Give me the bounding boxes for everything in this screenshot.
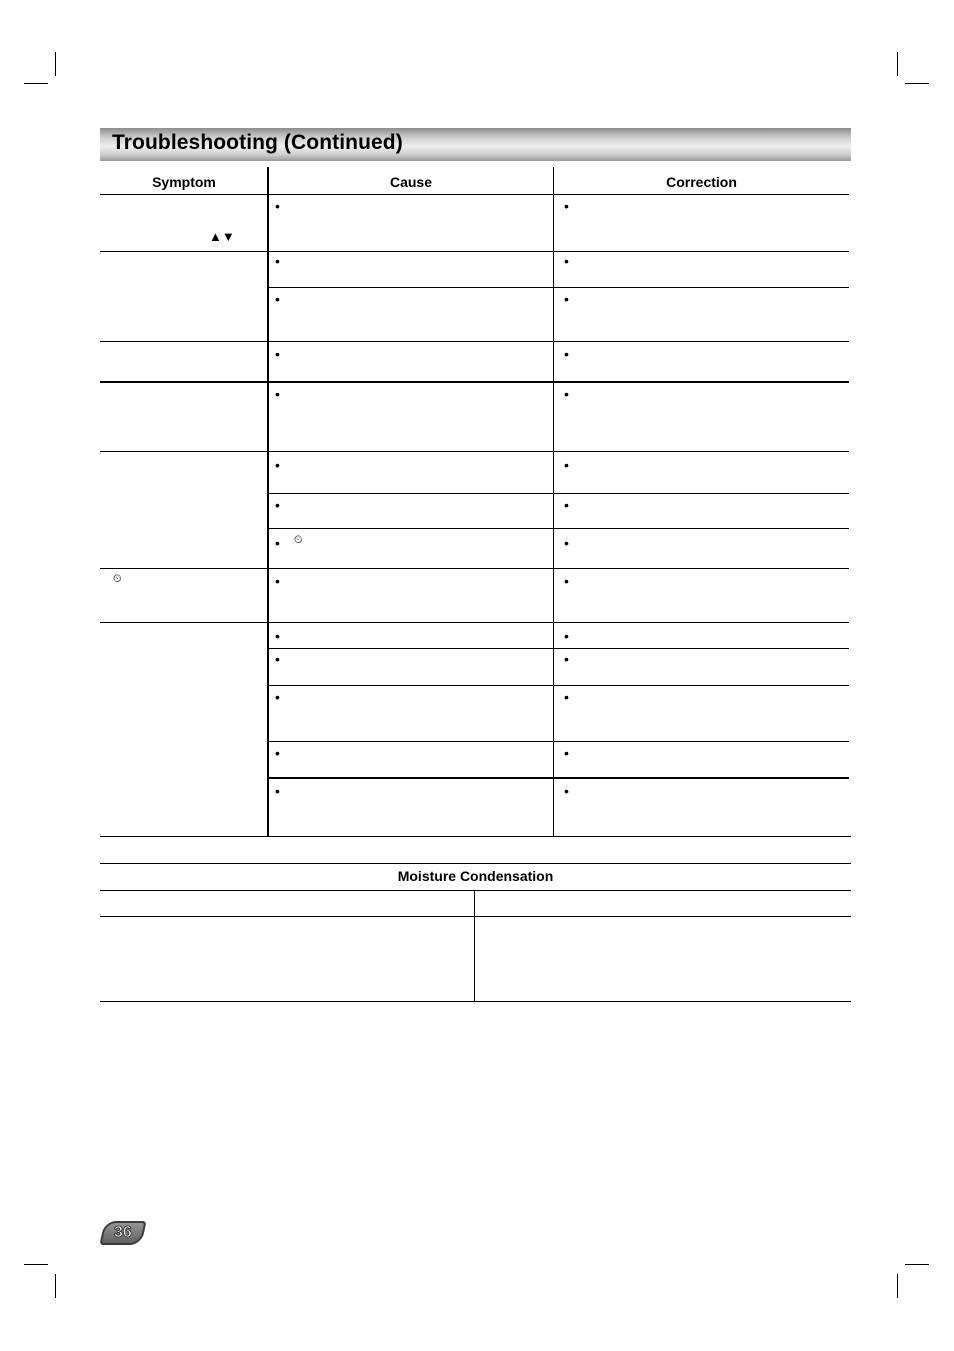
crop-mark [897,52,898,76]
timer-icon: ⏲ [113,573,122,585]
cause-bullet: • [275,198,280,214]
page-number: 36 [114,1224,132,1241]
crop-mark [55,52,56,76]
moisture-top-line [100,863,851,864]
up-down-arrows-icon: ▲▼ [209,229,235,244]
cause-bullet: • [275,497,280,513]
sub-row-divider [268,648,849,649]
correction-bullet: • [564,745,569,761]
moisture-divider [100,890,851,891]
row-divider [100,451,849,452]
correction-bullet: • [564,497,569,513]
correction-bullet: • [564,535,569,551]
page-number-badge [99,1221,146,1245]
correction-bullet: • [564,689,569,705]
crop-mark [897,1274,898,1298]
page-title: Troubleshooting (Continued) [112,131,403,154]
sub-row-divider [268,287,849,288]
correction-bullet: • [564,573,569,589]
sub-row-divider [268,685,849,686]
row-divider [100,568,849,569]
sub-row-divider [268,777,849,779]
correction-bullet: • [564,291,569,307]
cause-bullet: • [275,291,280,307]
cause-bullet: • [275,745,280,761]
header-correction: Correction [666,174,737,190]
moisture-divider [100,916,851,917]
sub-row-divider [268,741,849,742]
moisture-column-divider [474,891,475,1001]
moisture-bottom-line [100,1001,851,1002]
correction-bullet: • [564,457,569,473]
correction-bullet: • [564,628,569,644]
crop-mark [24,1264,48,1265]
cause-bullet: • [275,689,280,705]
correction-bullet: • [564,346,569,362]
cause-bullet: • [275,783,280,799]
row-divider [100,341,849,342]
section-title-bar [100,128,851,161]
correction-bullet: • [564,253,569,269]
cause-bullet: • [275,386,280,402]
crop-mark [905,1264,929,1265]
cause-bullet: • [275,628,280,644]
cause-bullet: • [275,346,280,362]
moisture-title: Moisture Condensation [397,868,554,884]
sub-row-divider [268,528,849,529]
row-divider [100,251,849,252]
row-divider [100,194,849,195]
cause-bullet: • [275,253,280,269]
cause-bullet: • [275,573,280,589]
correction-bullet: • [564,198,569,214]
crop-mark [24,83,48,84]
row-divider [100,381,849,383]
timer-icon: ⏲ [294,534,303,546]
cause-bullet: • [275,535,280,551]
crop-mark [905,83,929,84]
header-cause: Cause [389,174,433,190]
table-bottom [100,836,851,837]
cause-bullet: • [275,457,280,473]
row-divider [100,622,849,623]
column-divider [553,167,554,837]
correction-bullet: • [564,386,569,402]
cause-bullet: • [275,651,280,667]
sub-row-divider [268,493,849,494]
correction-bullet: • [564,651,569,667]
correction-bullet: • [564,783,569,799]
column-divider [267,167,269,837]
header-symptom: Symptom [152,174,216,190]
crop-mark [55,1274,56,1298]
